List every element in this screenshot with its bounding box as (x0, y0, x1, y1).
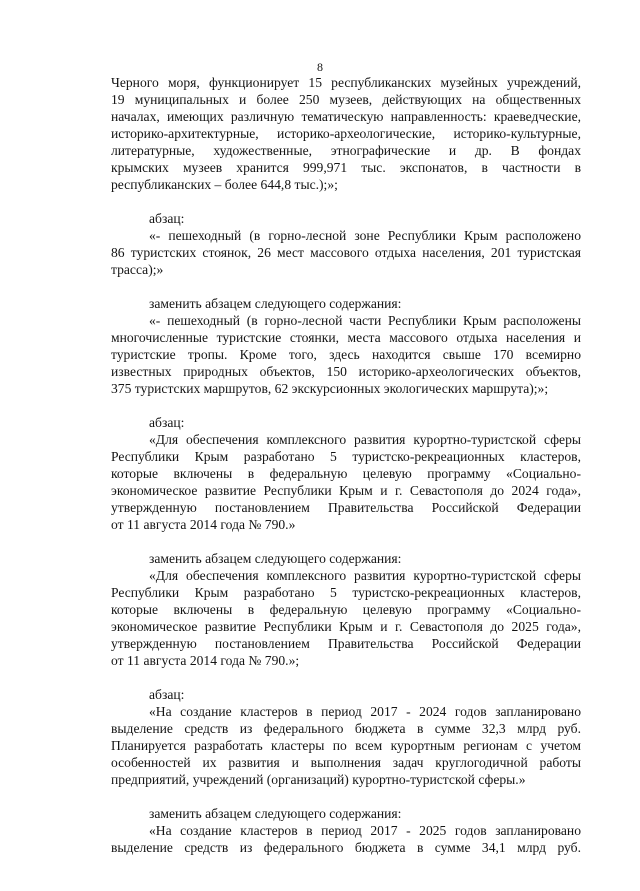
text-line: заменить абзацем следующего содержания: (149, 806, 402, 821)
text-line: литературные, художественные, этнографические и др. В фондах (111, 143, 581, 158)
text-line: «- пешеходный (в горно-лесной части Республики Крым расположены (149, 313, 581, 328)
document-body (111, 74, 581, 856)
text-line: заменить абзацем следующего содержания: (149, 296, 402, 311)
text-line: утвержденную постановлением Правительства Российской Федерации (111, 636, 581, 651)
text-line: абзац: (149, 211, 185, 226)
text-line: выделение средств из федерального бюджета в сумме 32,3 млрд руб. (111, 721, 581, 736)
text-line: «На создание кластеров в период 2017 - 2025 годов запланировано (149, 823, 581, 838)
text-line: от 11 августа 2014 года № 790.»; (111, 653, 300, 668)
text-line: от 11 августа 2014 года № 790.» (111, 517, 296, 532)
text-line: 375 туристских маршрутов, 62 экскурсионных экологических маршрута);»; (111, 381, 549, 396)
text-line: Черного моря, функционирует 15 республиканских музейных учреждений, (111, 75, 581, 90)
text-line: утвержденную постановлением Правительства Российской Федерации (111, 500, 581, 515)
text-line: которые включены в федеральную целевую программу «Социально- (111, 466, 581, 481)
text-line: «Для обеспечения комплексного развития курортно-туристской сферы (149, 568, 581, 583)
text-line: трасса);» (111, 262, 164, 277)
text-line: началах, имеющих различную тематическую направленность: краеведческие, (111, 109, 581, 124)
text-line: известных природных объектов, 150 историко-археологических объектов, (111, 364, 581, 379)
text-line: Республики Крым разработано 5 туристско-рекреационных кластеров, (111, 449, 581, 464)
text-line: выделение средств из федерального бюджета в сумме 34,1 млрд руб. (111, 840, 581, 855)
page-number: 8 (317, 60, 323, 74)
text-line: Республики Крым разработано 5 туристско-рекреационных кластеров, (111, 585, 581, 600)
text-line: абзац: (149, 687, 185, 702)
text-line: заменить абзацем следующего содержания: (149, 551, 402, 566)
text-line: многочисленные туристские стоянки, места массового отдыха населения и (111, 330, 581, 345)
text-line: туристские тропы. Кроме того, здесь находится свыше 170 всемирно (111, 347, 581, 362)
text-line: предприятий, учреждений (организаций) курортно-туристской сферы.» (111, 772, 526, 787)
text-line: республиканских – более 644,8 тыс.);»; (111, 177, 338, 192)
text-line: экономическое развитие Республики Крым и г. Севастополя до 2024 года», (111, 483, 581, 498)
text-line: историко-архитектурные, историко-археологические, историко-культурные, (111, 126, 581, 141)
text-line: 86 туристских стоянок, 26 мест массового отдыха населения, 201 туристская (111, 245, 581, 260)
text-line: экономическое развитие Республики Крым и г. Севастополя до 2025 года», (111, 619, 581, 634)
text-line: «Для обеспечения комплексного развития курортно-туристской сферы (149, 432, 581, 447)
text-line: «На создание кластеров в период 2017 - 2024 годов запланировано (149, 704, 581, 719)
text-line: крымских музеев хранится 999,971 тыс. экспонатов, в частности в (111, 160, 581, 175)
text-line: 19 муниципальных и более 250 музеев, действующих на общественных (111, 92, 581, 107)
text-line: «- пешеходный (в горно-лесной зоне Республики Крым расположено (149, 228, 581, 243)
text-line: особенностей их развития и выполнения задач круглогодичной работы (111, 755, 581, 770)
text-line: Планируется разработать кластеры по всем курортным регионам с учетом (111, 738, 581, 753)
text-line: абзац: (149, 415, 185, 430)
text-line: которые включены в федеральную целевую программу «Социально- (111, 602, 581, 617)
